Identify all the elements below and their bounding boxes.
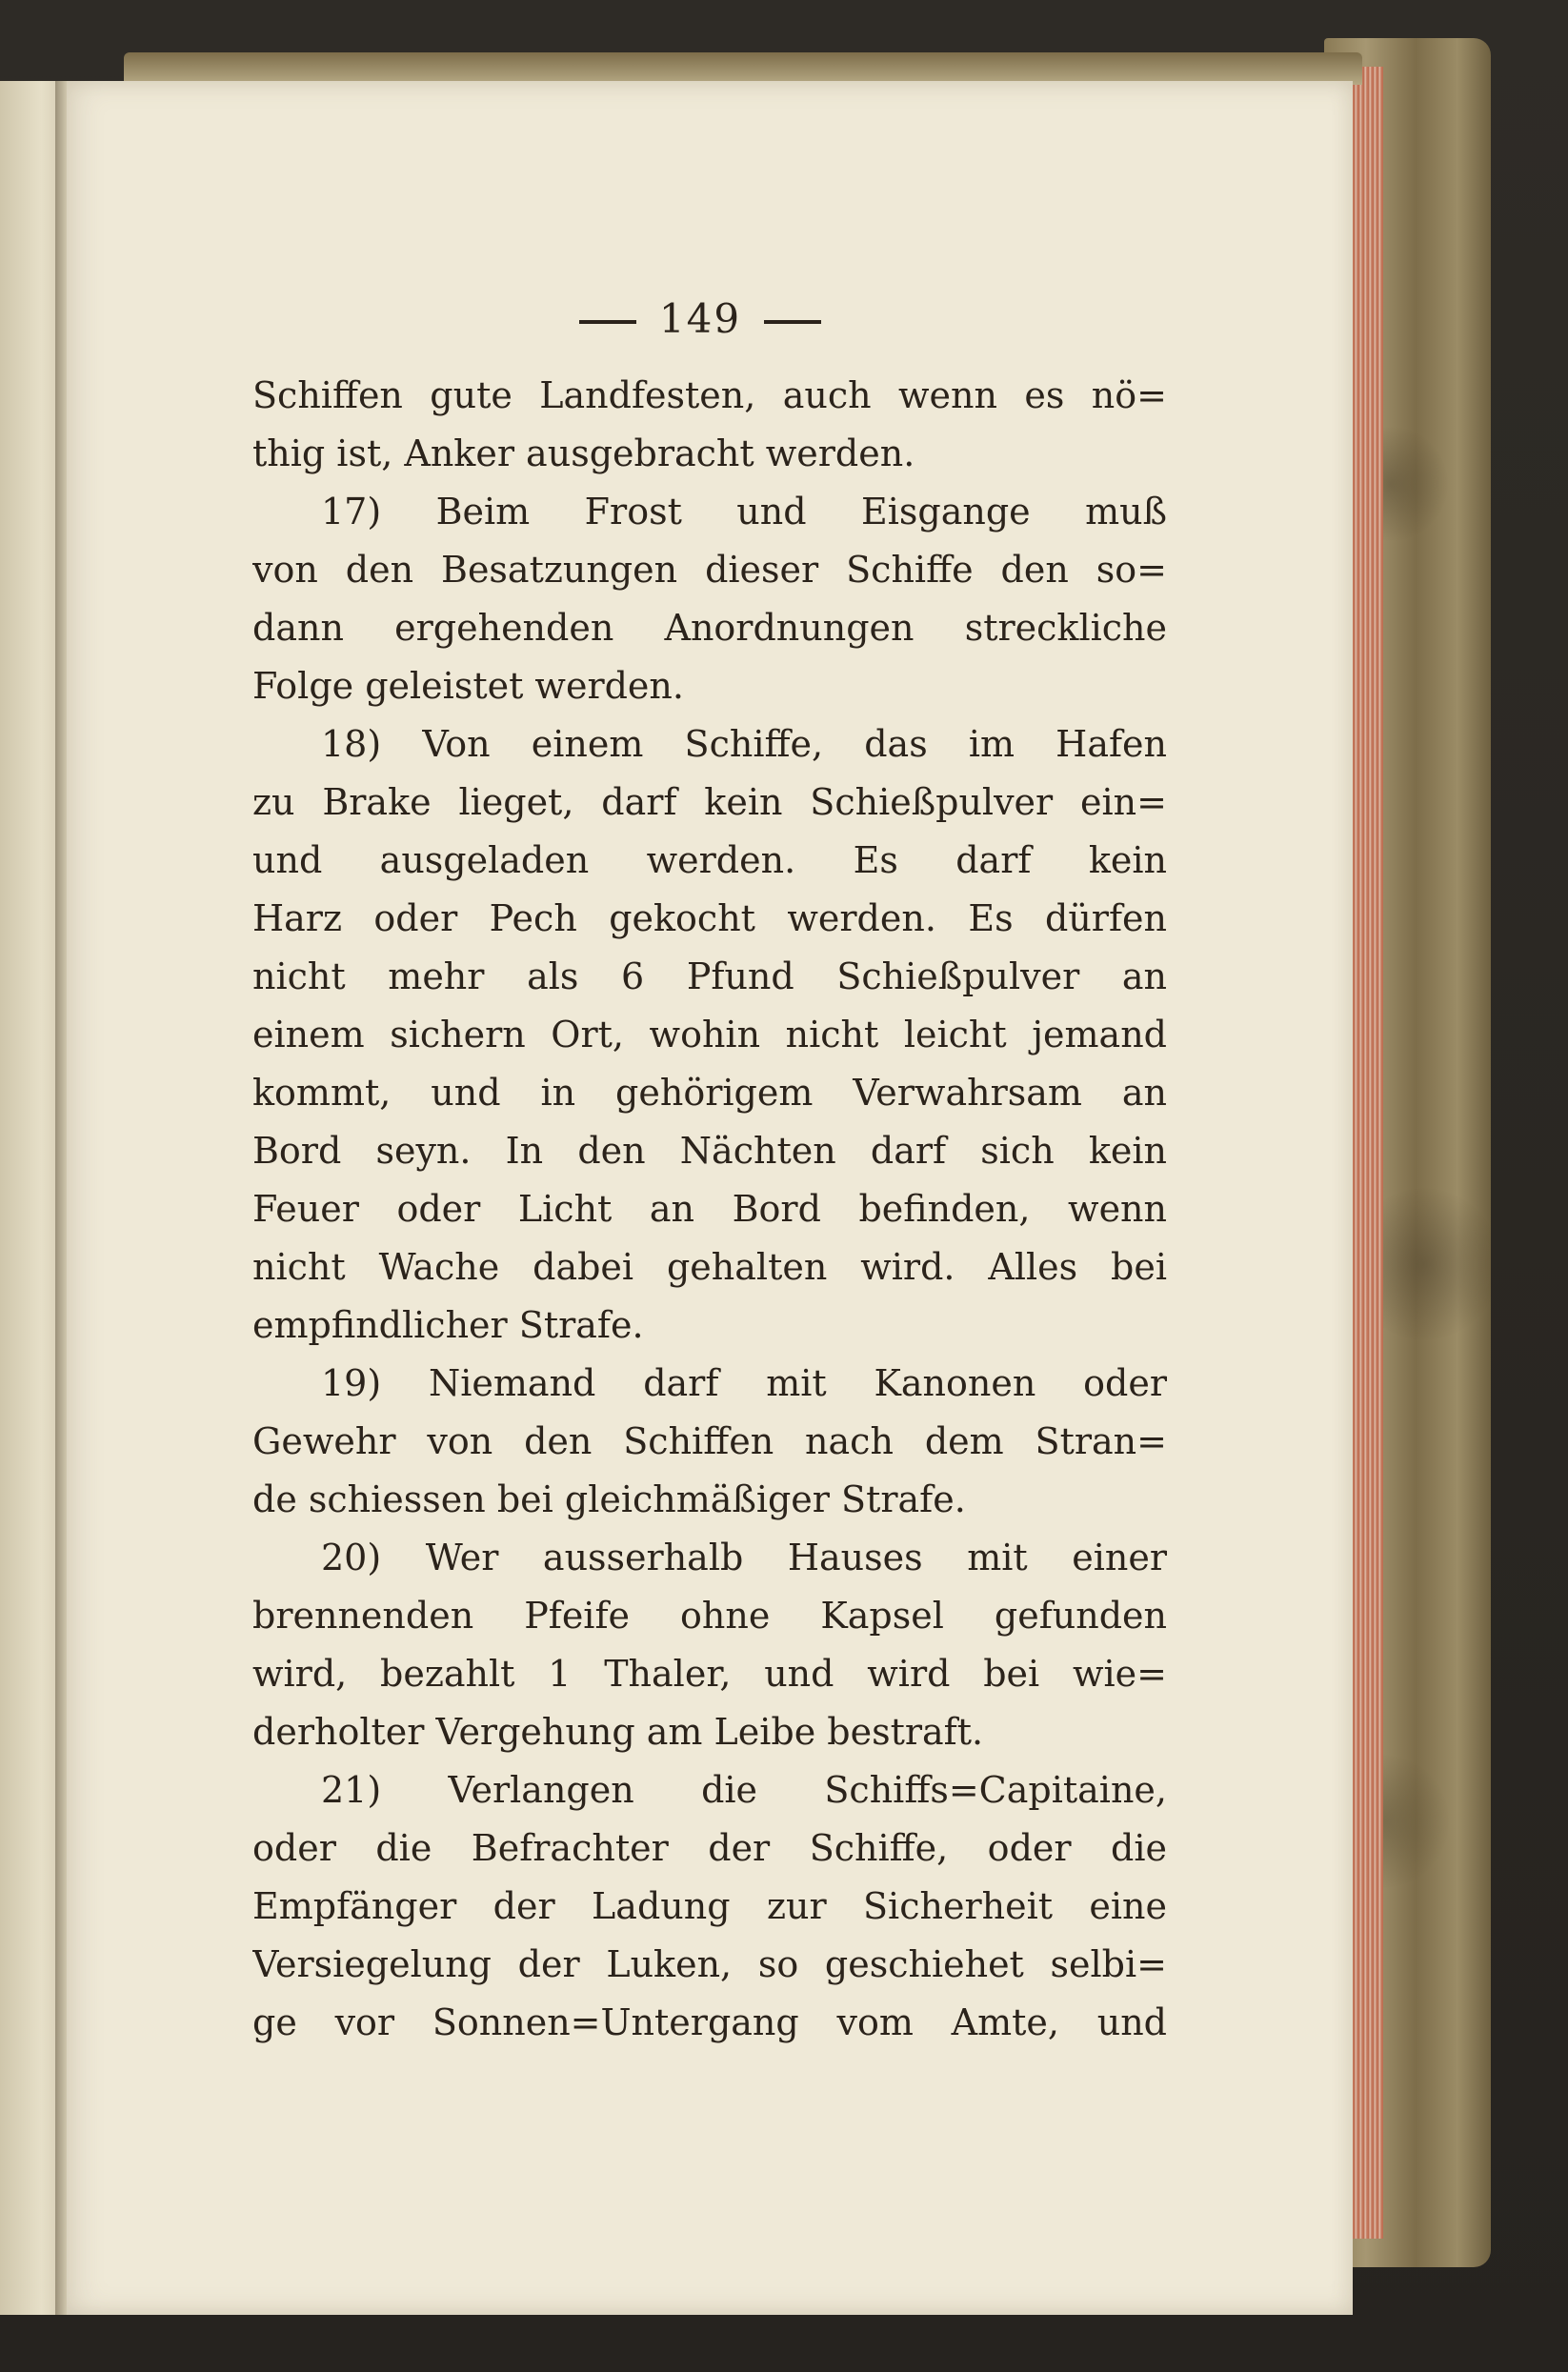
text-line: 18) Von einem Schiffe, das im Hafen (321, 723, 1167, 765)
text-line: Bord seyn. In den Nächten darf sich kein (252, 1130, 1167, 1172)
page-number: 149 (658, 295, 742, 342)
text-line: zu Brake lieget, darf kein Schießpulver ein= (252, 781, 1167, 823)
left-page-edge (0, 81, 59, 2315)
text-line: Harz oder Pech gekocht werden. Es dürfen (252, 897, 1167, 939)
text-line: Versiegelung der Luken, so geschiehet selbi= (252, 1943, 1167, 1985)
text-line: de schiessen bei gleichmäßiger Strafe. (252, 1478, 966, 1520)
text-line: empfindlicher Strafe. (252, 1304, 644, 1346)
text-line: nicht Wache dabei gehalten wird. Alles bei (252, 1246, 1167, 1288)
top-edge (124, 52, 1362, 85)
text-line: kommt, und in gehörigem Verwahrsam an (252, 1072, 1167, 1114)
header-dash-left (579, 320, 636, 324)
text-line: einem sichern Ort, wohin nicht leicht jemand (252, 1014, 1167, 1055)
text-line: Folge geleistet werden. (252, 665, 684, 707)
text-line: Empfänger der Ladung zur Sicherheit eine (252, 1885, 1167, 1927)
text-line: dann ergehenden Anordnungen streckliche (252, 607, 1167, 649)
text-line: wird, bezahlt 1 Thaler, und wird bei wie= (252, 1653, 1167, 1695)
body-text (252, 367, 1167, 2052)
text-line: 21) Verlangen die Schiffs=Capitaine, (321, 1769, 1167, 1811)
text-line: ge vor Sonnen=Untergang vom Amte, und (252, 2001, 1167, 2043)
text-line: oder die Befrachter der Schiffe, oder die (252, 1827, 1167, 1869)
text-line: derholter Vergehung am Leibe bestraft. (252, 1711, 984, 1753)
text-line: und ausgeladen werden. Es darf kein (252, 839, 1167, 881)
text-line: 19) Niemand darf mit Kanonen oder (321, 1362, 1167, 1404)
text-line: Gewehr von den Schiffen nach dem Stran= (252, 1420, 1167, 1462)
text-line: brennenden Pfeife ohne Kapsel gefunden (252, 1595, 1167, 1637)
text-line: 17) Beim Frost und Eisgange muß (321, 491, 1167, 533)
text-line: thig ist, Anker ausgebracht werden. (252, 432, 915, 474)
page (67, 81, 1353, 2315)
text-line: Schiffen gute Landfesten, auch wenn es nö= (252, 374, 1167, 416)
text-line: 20) Wer ausserhalb Hauses mit einer (321, 1537, 1167, 1578)
text-line: von den Besatzungen dieser Schiffe den so= (252, 549, 1167, 591)
text-line: nicht mehr als 6 Pfund Schießpulver an (252, 955, 1167, 997)
text-line: Feuer oder Licht an Bord befinden, wenn (252, 1188, 1167, 1230)
page-header (67, 295, 1334, 342)
header-dash-right (764, 320, 821, 324)
